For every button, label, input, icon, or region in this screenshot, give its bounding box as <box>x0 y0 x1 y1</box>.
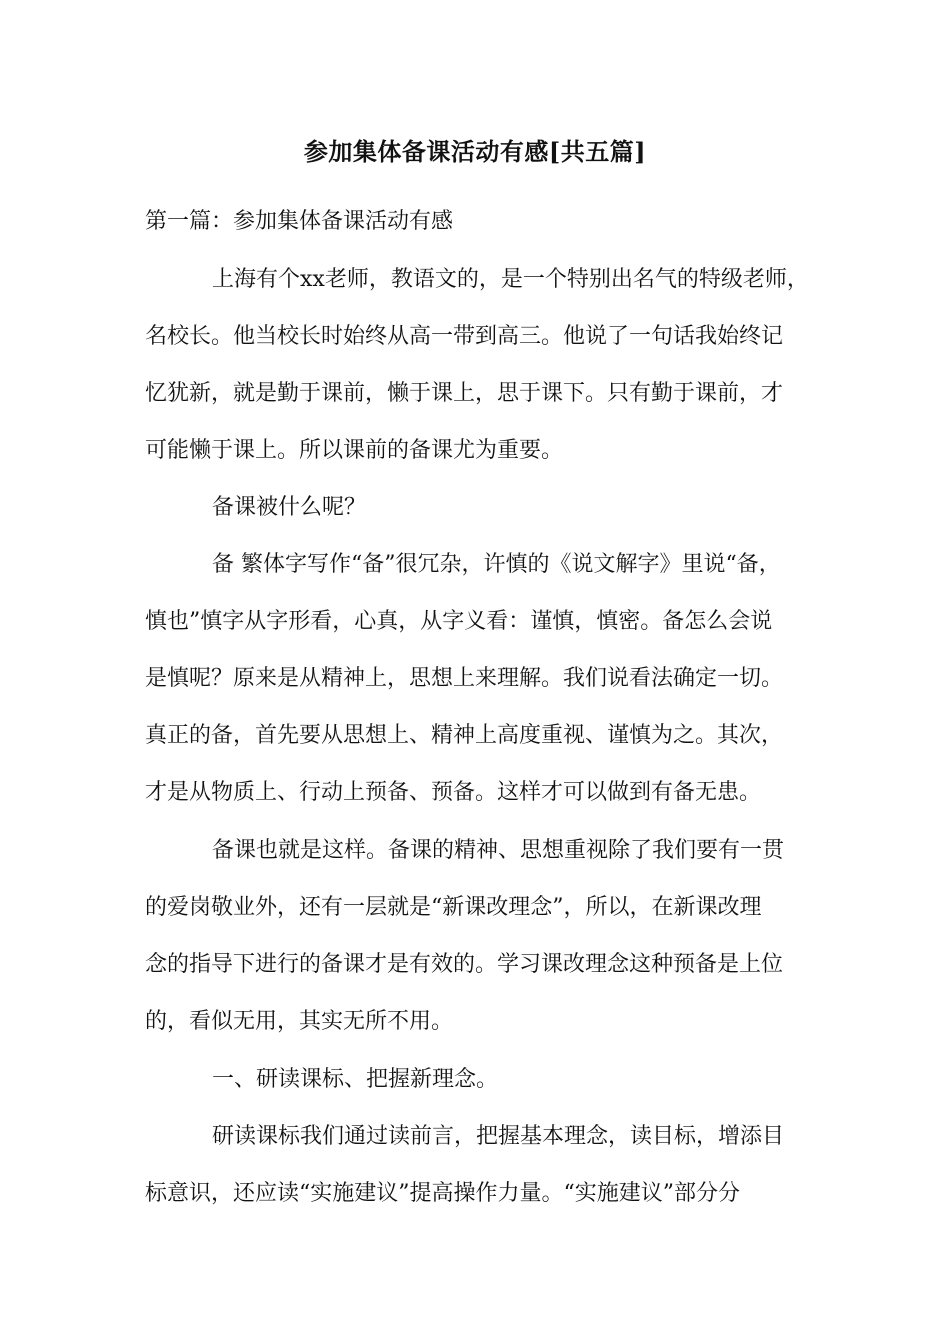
document-title: 参加集体备课活动有感[共五篇] <box>303 137 647 166</box>
paragraph-line: 真正的备，首先要从思想上、精神上高度重视、谨慎为之。其次， <box>145 723 784 748</box>
paragraph-line: 可能懒于课上。所以课前的备课尤为重要。 <box>145 438 564 463</box>
paragraph-line: 上海有个xx老师，教语文的，是一个特别出名气的特级老师， <box>212 267 809 292</box>
paragraph-line: 备 繁体字写作“备”很冗杂，许慎的《说文解字》里说“备， <box>212 552 781 577</box>
paragraph-line: 的爱岗敬业外，还有一层就是“新课改理念”，所以，在新课改理 <box>145 895 762 920</box>
section-heading: 第一篇：参加集体备课活动有感 <box>145 209 454 234</box>
paragraph-line: 备课被什么呢？ <box>212 495 367 520</box>
paragraph-line: 备课也就是这样。备课的精神、思想重视除了我们要有一贯 <box>212 838 785 863</box>
subsection-heading: 一、研读课标、把握新理念。 <box>212 1067 499 1092</box>
paragraph-line: 慎也”慎字从字形看，心真，从字义看：谨慎，慎密。备怎么会说 <box>145 609 773 634</box>
paragraph-line: 忆犹新，就是勤于课前，懒于课上，思于课下。只有勤于课前，才 <box>145 381 784 406</box>
paragraph-line: 才是从物质上、行动上预备、预备。这样才可以做到有备无患。 <box>145 780 762 805</box>
paragraph-line: 是慎呢？原来是从精神上，思想上来理解。我们说看法确定一切。 <box>145 666 784 691</box>
paragraph-line: 研读课标我们通过读前言，把握基本理念，读目标，增添目 <box>212 1124 785 1149</box>
paragraph-line: 念的指导下进行的备课才是有效的。学习课改理念这种预备是上位 <box>145 952 784 977</box>
paragraph-line: 的，看似无用，其实无所不用。 <box>145 1009 454 1034</box>
paragraph-line: 标意识，还应读“实施建议”提高操作力量。“实施建议”部分分 <box>145 1181 740 1206</box>
paragraph-line: 名校长。他当校长时始终从高一带到高三。他说了一句话我始终记 <box>145 324 784 349</box>
